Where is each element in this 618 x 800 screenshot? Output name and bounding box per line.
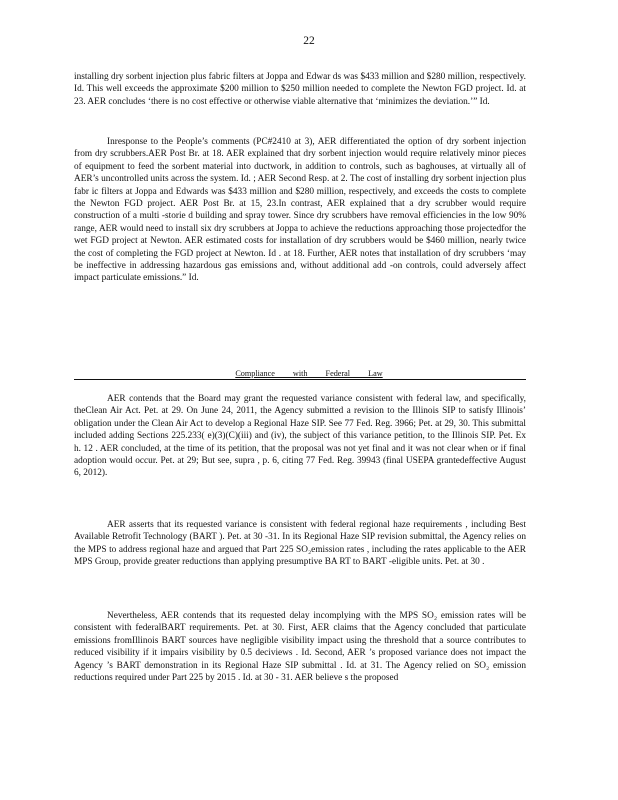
- paragraph-clean-air-act: AER contends that the Board may grant the requested variance consistent with federal law, and specifically, theClean Air Act. Pet. at 29. On June 24, 2011, the Agency submitted a revision to the Illinois SIP to satisfy Illinois’ obligation under the Clean Air Act to develop a Regional Haze SIP. See 77 Fed. Reg. 3966; Pet. at 29, 30. This submittal included adding Sections 225.233( e)(3)(C)(iii) and (iv), the subject of this variance petition, to the Illinois SIP. Pet. Ex h. 12 . AER concluded, at the time of its petition, that the proposal was not yet final and it was not clear when or if final adoption would occur. Pet. at 29; But see, supra , p. 6, citing 77 Fed. Reg. 39943 (final USEPA grantedeffective August 6, 2012).: [74, 394, 526, 479]
- paragraph-dry-sorbent-response: Inresponse to the People’s comments (PC#2410 at 3), AER differentiated the option of dry sorbent injection from dry scrubbers.AER Post Br. at 18. AER explained that dry sorbent injection would require relatively minor pieces of equipment to feed the sorbent material into ductwork, in addition to controls, such as baghouses, at virtually all of AER’s uncontrolled units across the system. Id. ; AER Second Resp. at 2. The cost of installing dry sorbent injection plus fabr ic filters at Joppa and Edwards was $433 million and $280 million, respectively, and exceeds the costs to complete the Newton FGD project. AER Post Br. at 15, 23.In contrast, AER explained that a dry scrubber would require construction of a multi -storie d building and spray tower. Since dry scrubbers have removal efficiencies in the low 90% range, AER would need to install six dry scrubbers at Joppa to achieve the reductions approaching those projectedfor the wet FGD project at Newton. AER estimated costs for installation of dry scrubbers would be $460 million, nearly twice the cost of completing the FGD project at Newton. Id . at 18. Further, AER notes that installation of dry scrubbers ‘may be ineffective in addressing hazardous gas emissions and, without additional add -on controls, could adversely affect impact particulate emissions.” Id.: [74, 137, 526, 284]
- page-number: 22: [303, 35, 315, 47]
- paragraph-regional-haze: AER asserts that its requested variance is consistent with federal regional haze requirements , including Best Available Retrofit Technology (BART ). Pet. at 30 -31. In its Regional Haze SIP revision submittal, the Agency relies on the MPS to address regional haze and argued that Part 225 SO₂emission rates , including the rates applicable to the AER MPS Group, provide greater reductions than applying presumptive BA RT to BART -eligible units. Pet. at 30 .: [74, 520, 526, 568]
- heading-rule: [74, 379, 526, 380]
- paragraph-bart-requirements: Nevertheless, AER contends that its requested delay incomplying with the MPS SO₂ emission rates will be consistent with federalBART requirements. Pet. at 30. First, AER claims that the Agency concluded that particulate emissions fromIllinois BART sources have negligible visibility impact using the threshold that a source contributes to reduced visibility if it impairs visibility by 0.5 deciviews . Id. Second, AER ’s proposed variance does not impact the Agency ’s BART demonstration in its Regional Haze SIP submittal . Id. at 31. The Agency relied on SO₂ emission reductions required under Part 225 by 2015 . Id. at 30 - 31. AER believe s the proposed: [74, 611, 526, 684]
- paragraph-cost-comparison: installing dry sorbent injection plus fabric filters at Joppa and Edwar ds was $433 million and $280 million, respectively. Id. This well exceeds the approximate $200 million to $250 million needed to complete the Newton FGD project. Id. at 23. AER concludes ‘there is no cost effective or otherwise viable alternative that ‘minimizes the deviation.’” Id.: [74, 72, 526, 107]
- section-heading: Compliance with Federal Law: [235, 369, 383, 378]
